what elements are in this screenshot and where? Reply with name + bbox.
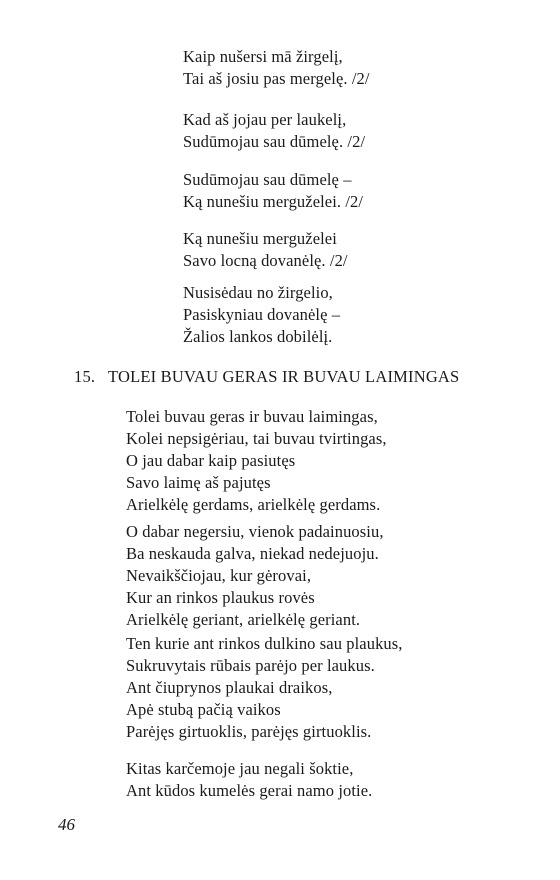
poem-line: Pasiskyniau dovanėlę – bbox=[183, 305, 341, 324]
poem-line: Sudūmojau sau dūmelę – bbox=[183, 170, 352, 189]
poem-line: Kad aš jojau per laukelį, bbox=[183, 110, 347, 129]
stanza bbox=[126, 758, 372, 802]
poem-line: Apė stubą pačią vaikos bbox=[126, 700, 281, 719]
poem-line: Ba neskauda galva, niekad nedejuoju. bbox=[126, 544, 379, 563]
poem-line: Sudūmojau sau dūmelę. /2/ bbox=[183, 132, 366, 151]
poem-line: O jau dabar kaip pasiutęs bbox=[126, 451, 296, 470]
poem-line: Nevaikščiojau, kur gėrovai, bbox=[126, 566, 312, 585]
stanza bbox=[126, 406, 387, 516]
page-number: 46 bbox=[58, 815, 75, 834]
poem-line: Ką nunešiu merguželei bbox=[183, 229, 337, 248]
poem-line: Ant kūdos kumelės gerai namo jotie. bbox=[126, 781, 373, 800]
stanza bbox=[126, 633, 403, 743]
poem-line: Savo laimę aš pajutęs bbox=[126, 473, 271, 492]
poem-line: Kaip nušersi mā žirgelį, bbox=[183, 47, 343, 66]
stanza bbox=[126, 521, 384, 631]
poem-line: Ką nunešiu merguželei. /2/ bbox=[183, 192, 364, 211]
poem-line: Arielkėlę gerdams, arielkėlę gerdams. bbox=[126, 495, 381, 514]
poem-line: Kolei nepsigėriau, tai buvau tvirtingas, bbox=[126, 429, 387, 448]
poem-line: Žalios lankos dobilėlį. bbox=[183, 327, 333, 346]
poem-line: O dabar negersiu, vienok padainuosiu, bbox=[126, 522, 384, 541]
song-title: TOLEI BUVAU GERAS IR BUVAU LAIMINGAS bbox=[108, 367, 460, 386]
song-number: 15. bbox=[74, 367, 96, 386]
stanza bbox=[183, 228, 348, 272]
poem-line: Nusisėdau no žirgelio, bbox=[183, 283, 333, 302]
poem-line: Sukruvytais rūbais parėjo per laukus. bbox=[126, 656, 375, 675]
poem-line: Tai aš josiu pas mergelę. /2/ bbox=[183, 69, 370, 88]
stanza bbox=[183, 46, 370, 90]
stanza bbox=[183, 169, 363, 213]
poem-line: Kitas karčemoje jau negali šoktie, bbox=[126, 759, 354, 778]
poem-line: Tolei buvau geras ir buvau laimingas, bbox=[126, 407, 378, 426]
poem-line: Ten kurie ant rinkos dulkino sau plaukus, bbox=[126, 634, 403, 653]
poem-line: Savo locną dovanėlę. /2/ bbox=[183, 251, 348, 270]
song-heading bbox=[74, 366, 459, 388]
poem-line: Arielkėlę geriant, arielkėlę geriant. bbox=[126, 610, 361, 629]
poem-line: Ant čiuprynos plaukai draikos, bbox=[126, 678, 333, 697]
poem-line: Parėjęs girtuoklis, parėjęs girtuoklis. bbox=[126, 722, 372, 741]
stanza bbox=[183, 109, 365, 153]
poem-line: Kur an rinkos plaukus rovės bbox=[126, 588, 315, 607]
stanza bbox=[183, 282, 340, 348]
